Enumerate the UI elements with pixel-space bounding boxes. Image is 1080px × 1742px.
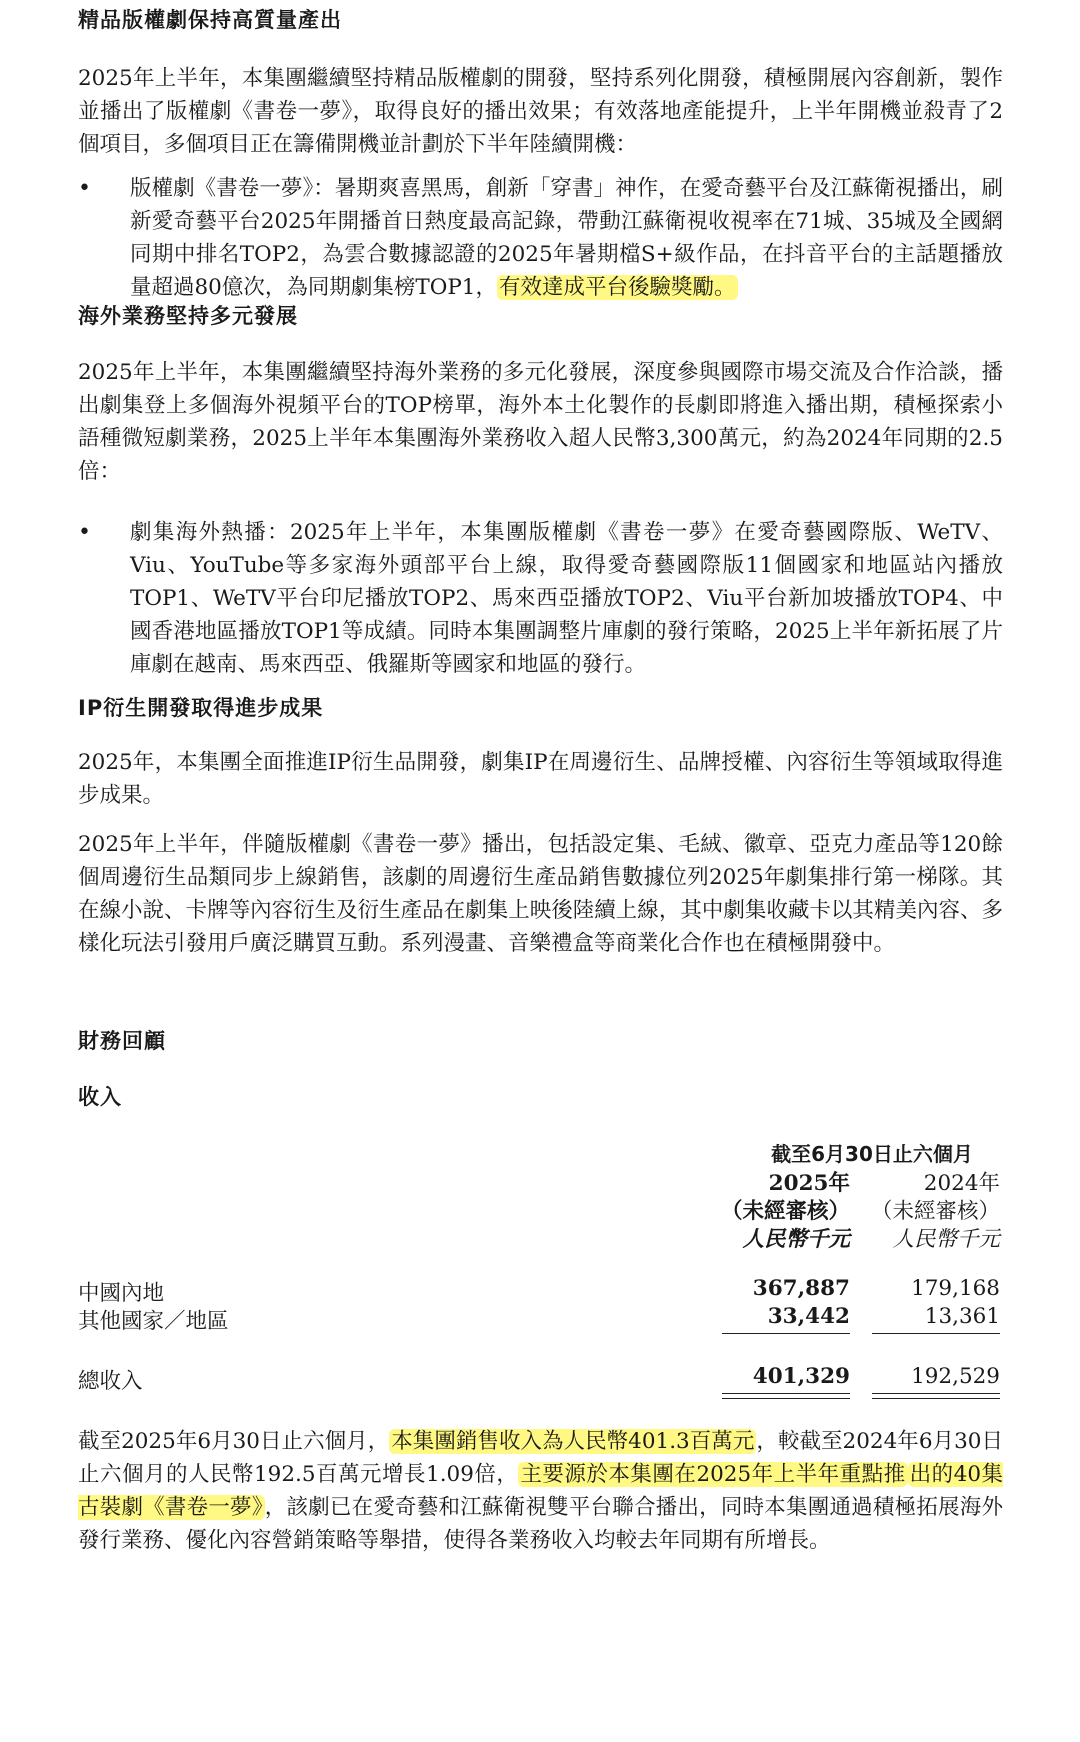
row-total-label: 總收入: [78, 1369, 143, 1394]
section-premium-intro: 2025年上半年，本集團繼續堅持精品版權劇的開發，堅持系列化開發，積極開展內容創新，製作並播出了版權劇《書卷一夢》，取得良好的播出效果；有效落地產能提升，上半年開機並殺青了2個項目，多個項目正在籌備開機並計劃於下半年陸續開機：: [78, 66, 1003, 157]
table-period-header: 截至6月30日止六個月: [771, 1142, 973, 1166]
row-total-2024: 192,529: [911, 1364, 1000, 1389]
bullet-icon: •: [78, 176, 91, 201]
revenue-summary-part-1: 截至2025年6月30日止六個月，: [78, 1429, 390, 1454]
row-other-regions-2024: 13,361: [924, 1304, 1000, 1329]
highlight-main-source-a: 主要源於本集團在2025年上半年重點推: [520, 1462, 906, 1487]
col-2024-year: 2024年: [923, 1171, 1000, 1196]
section-heading-ip-derivatives: IP衍生開發取得進步成果: [78, 696, 324, 720]
row-other-regions-2025: 33,442: [767, 1304, 850, 1329]
financial-review-heading: 財務回顧: [78, 1029, 166, 1053]
col-2025-unit: 人民幣千元: [742, 1227, 850, 1252]
row-total-2025: 401,329: [752, 1364, 850, 1389]
revenue-summary: [78, 1425, 1003, 1557]
revenue-summary-part-3: ，該劇已在愛奇藝和江蘇衛視雙平台聯合播出，同時本集團通過積極拓展海外發行業務、優化內容營銷策略等舉措，使得各業務收入均較去年同期有所增長。: [78, 1495, 1003, 1553]
col-2024-audit: （未經審核）: [870, 1199, 1000, 1224]
row-other-regions-label: 其他國家／地區: [78, 1309, 229, 1334]
total-double-rule-2024-a: [872, 1393, 1000, 1394]
highlight-platform-reward: 有效達成平台後驗獎勵。: [498, 275, 736, 300]
col-2025-year: 2025年: [768, 1171, 850, 1196]
total-double-rule-2024-b: [872, 1398, 1000, 1399]
subtotal-rule-2025: [722, 1333, 850, 1334]
row-mainland-2025: 367,887: [752, 1276, 850, 1301]
subtotal-rule-2024: [872, 1333, 1000, 1334]
revenue-subheading: 收入: [78, 1085, 122, 1109]
bullet-shujuanyimeng-text: 版權劇《書卷一夢》：暑期爽喜黑馬，創新「穿書」神作，在愛奇藝平台及江蘇衛視播出，刷新愛奇藝平台2025年開播首日熱度最高記錄，帶動江蘇衛視收視率在71城、35城及全國網同期中排名TOP2，為雲合數據認證的2025年暑期檔S+級作品，在抖音平台的主話題播放量超過80億次，為同期劇集榜TOP1，: [130, 176, 1003, 300]
row-mainland-label: 中國內地: [78, 1281, 165, 1306]
col-2025-audit: （未經審核）: [720, 1199, 850, 1224]
bullet-shujuanyimeng: [130, 172, 1003, 304]
section-heading-premium-dramas: 精品版權劇保持高質量產出: [78, 8, 342, 32]
row-mainland-2024: 179,168: [911, 1276, 1000, 1301]
highlight-sales-revenue: 本集團銷售收入為人民幣401.3百萬元: [391, 1429, 755, 1454]
col-2024-unit: 人民幣千元: [892, 1227, 1000, 1252]
revenue-summary-part-2: ，較截至2024年6月30日止六個月的人民幣192.5百萬元增長1.09倍，: [78, 1429, 1003, 1487]
section-ip-para-2: 2025年上半年，伴隨版權劇《書卷一夢》播出，包括設定集、毛絨、徽章、亞克力產品等120餘個周邊衍生品類同步上線銷售，該劇的周邊衍生產品銷售數據位列2025年劇集排行第一梯隊。其在線小說、卡牌等內容衍生及衍生產品在劇集上映後陸續上線，其中劇集收藏卡以其精美內容、多樣化玩法引發用戶廣泛購買互動。系列漫畫、音樂禮盒等商業化合作也在積極開發中。: [78, 832, 1003, 956]
highlight-main-source-b: 出的40集古裝劇《書卷一夢》: [78, 1462, 1003, 1520]
section-heading-overseas: 海外業務堅持多元發展: [78, 304, 298, 328]
bullet-icon: •: [78, 520, 91, 545]
total-double-rule-2025-a: [722, 1393, 850, 1394]
section-ip-para-1: 2025年，本集團全面推進IP衍生品開發，劇集IP在周邊衍生、品牌授權、內容衍生等領域取得進步成果。: [78, 750, 1003, 808]
section-overseas-intro: 2025年上半年，本集團繼續堅持海外業務的多元化發展，深度參與國際市場交流及合作洽談，播出劇集登上多個海外視頻平台的TOP榜單，海外本土化製作的長劇即將進入播出期，積極探索小語種微短劇業務，2025上半年本集團海外業務收入超人民幣3,300萬元，約為2024年同期的2.5倍：: [78, 360, 1003, 484]
bullet-overseas-broadcast: 劇集海外熱播：2025年上半年，本集團版權劇《書卷一夢》在愛奇藝國際版、WeTV、Viu、YouTube等多家海外頭部平台上線，取得愛奇藝國際版11個國家和地區站內播放TOP1、WeTV平台印尼播放TOP2、馬來西亞播放TOP2、Viu平台新加坡播放TOP4、中國香港地區播放TOP1等成績。同時本集團調整片庫劇的發行策略，2025上半年新拓展了片庫劇在越南、馬來西亞、俄羅斯等國家和地區的發行。: [130, 520, 1003, 677]
total-double-rule-2025-b: [722, 1398, 850, 1399]
